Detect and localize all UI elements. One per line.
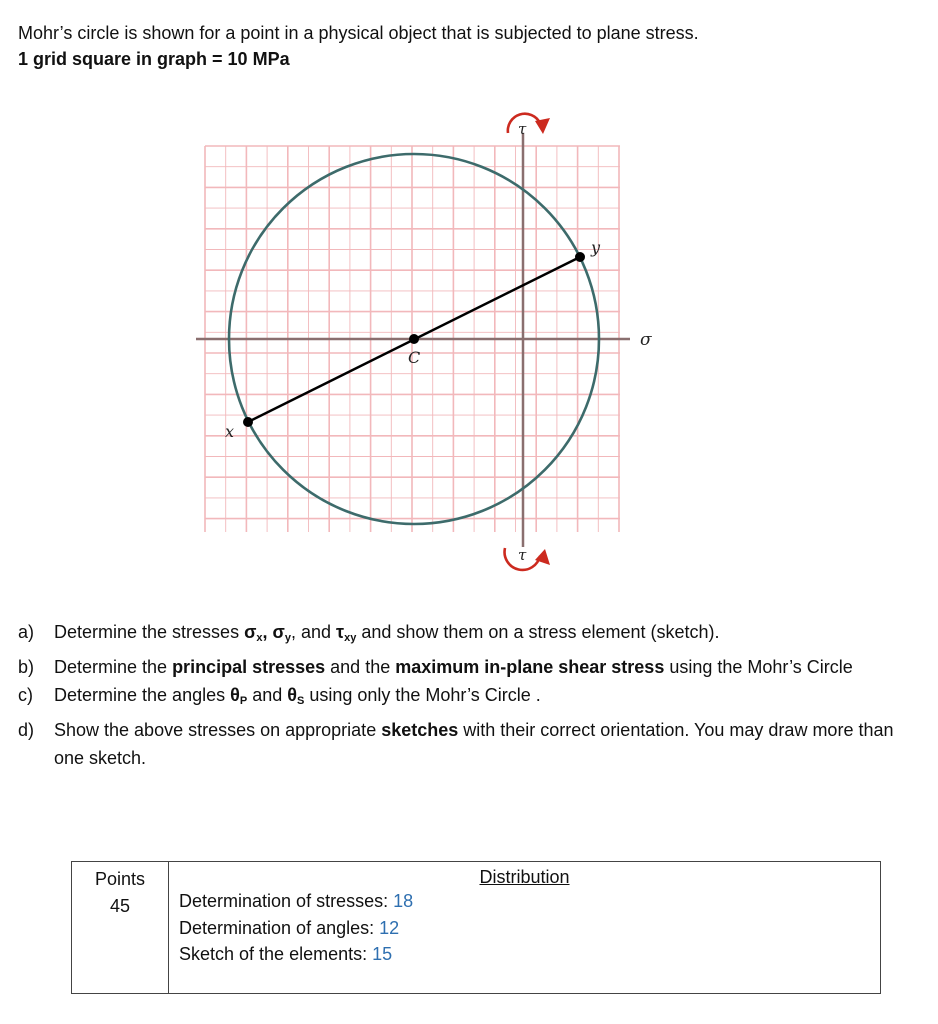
question-text: Determine the stresses $\sigma_x$, $\sigma_y$, and $\tau_{xy}$ and show them on a stress element (sketch). <box>54 622 720 644</box>
point-x-dot <box>243 417 253 427</box>
question-text: Determine the angles $\theta_P$ and $\theta_S$ using only the Mohr’s Circle . <box>54 685 541 707</box>
question-c <box>18 681 918 716</box>
center-dot <box>409 334 419 344</box>
tau-top-label: τ <box>518 120 527 138</box>
distribution-item: Sketch of the elements: 15 <box>179 944 393 964</box>
points-table <box>71 861 881 994</box>
question-label: c) <box>18 685 33 705</box>
points-header: Points <box>94 869 146 889</box>
question-list <box>18 618 918 773</box>
grid-scale-note: 1 grid square in graph = 10 MPa <box>18 49 290 69</box>
distribution-item: Determination of stresses: 18 <box>179 891 414 911</box>
point-y-label: y <box>591 238 601 257</box>
distribution-item: Determination of angles: 12 <box>179 917 400 938</box>
center-label: C <box>408 348 421 367</box>
points-value: 45 <box>109 896 131 916</box>
point-x-label: x <box>225 422 235 441</box>
question-a <box>18 618 918 653</box>
question-b <box>18 653 918 682</box>
question-text: Determine the principal stresses and the maximum in-plane shear stress using the Mohr’s Circle <box>54 656 853 677</box>
distribution-list <box>179 888 880 968</box>
tau-bottom-label: τ <box>518 546 527 564</box>
point-y-dot <box>575 252 585 262</box>
points-cell <box>72 862 169 994</box>
distribution-header: Distribution <box>479 867 570 887</box>
sigma-label: σ <box>640 330 652 350</box>
question-label: d) <box>18 719 35 740</box>
question-label: a) <box>18 622 35 642</box>
question-text: Show the above stresses on appropriate sketches with their correct orientation. You may draw more than one sketch. <box>54 719 894 768</box>
question-d <box>18 716 918 773</box>
intro-statement: Mohr’s circle is shown for a point in a physical object that is subjected to plane stress. <box>18 23 699 43</box>
question-label: b) <box>18 656 35 677</box>
distribution-cell <box>169 862 881 994</box>
